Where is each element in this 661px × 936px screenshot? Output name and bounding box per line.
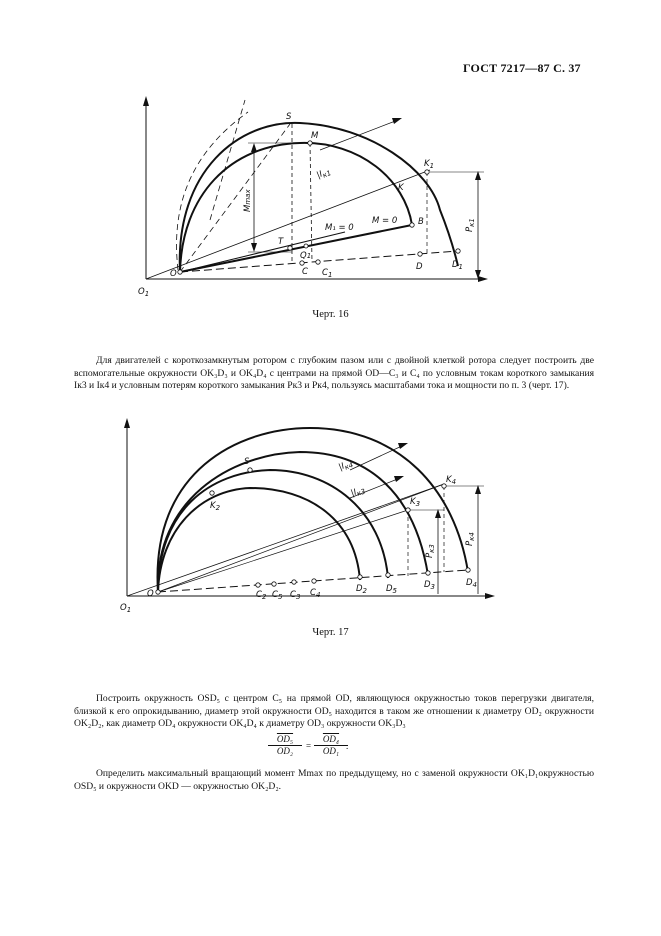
f16-point-k1	[425, 170, 429, 174]
f16-point-b	[410, 223, 414, 227]
f17-label-c5: $C_5$	[272, 590, 283, 601]
f16-label-c1: $C_1$	[322, 268, 333, 279]
formula-period: .	[346, 741, 349, 751]
f16-point-o	[178, 270, 182, 274]
page-header: ГОСТ 7217—87 С. 37	[463, 61, 581, 75]
f17-label-k2: $K_2$	[210, 501, 221, 512]
f16-m-vertical	[310, 143, 312, 262]
f17-point-d2	[358, 575, 362, 579]
fraction-left-denominator: OD₂	[276, 746, 294, 756]
f16-label-q: Q1	[300, 251, 312, 261]
f16-point-m	[308, 141, 312, 145]
f16-ik1-arrow	[320, 120, 398, 150]
f17-label-c4: $C_4$	[310, 588, 321, 599]
figure-16	[0, 90, 661, 310]
f16-label-pk1: $P_{к1}$	[465, 218, 476, 232]
f17-label-ik3: $|I_{к3}$	[349, 487, 367, 499]
f16-label-o1: $O_1$	[138, 287, 150, 298]
f17-label-c3: $C_3$	[290, 590, 301, 601]
f17-point-k3	[406, 508, 410, 512]
f17-label-k3: $K_3$	[410, 497, 421, 508]
f17-point-d5	[386, 573, 390, 577]
f16-point-d	[418, 252, 422, 256]
f16-point-q1	[304, 244, 308, 248]
fraction-right-numerator: OD₄	[314, 734, 348, 746]
f17-label-d5: $D_5$	[386, 584, 398, 595]
figure-17-drawing	[0, 412, 661, 618]
paragraph-2: Построить окружность OSD₅ с центром C₅ на прямой OD, являющуюся окружностью токов перегрузки двигателя, близкой к его опрокидыванию, диаметр этой окружности OD₅ находится в таком же отношении к диаметру OD₂ окружности OK₂D₂, как диаметр OD₄ окружности OK₄D₄ к диаметру OD₃ окружности OK₃D₃	[74, 693, 594, 730]
f16-label-ik1: $|I_{к1}$	[315, 169, 333, 181]
f17-point-d3	[426, 571, 430, 575]
paragraph-3: Определить максимальный вращающий момент Mmax по предыдущему, но с заменой окружности OK₁D₁окружностью OSD₅ и окружности OKD — окружностью OK₂D₂.	[74, 768, 594, 792]
f17-label-o1: $O_1$	[120, 603, 132, 614]
fraction-right	[314, 734, 348, 757]
f16-point-d1	[456, 249, 460, 253]
f17-point-c5	[272, 582, 276, 586]
f17-point-c3	[292, 580, 296, 584]
f17-point-o	[156, 590, 160, 594]
f16-label-t: T	[278, 237, 284, 247]
equals-sign: =	[306, 741, 312, 751]
f16-label-s: S	[286, 112, 292, 122]
paragraph-1: Для двигателей с короткозамкнутым ротором с глубоким пазом или с двойной клеткой ротора следует построить две вспомогательные окружности OK₃D₃ и OK₄D₄ с центрами на прямой OD—C₃ и C₄ по условным токам короткого замыкания Iк3 и Iк4 и условным потерям короткого замыкания Pк3 и Pк4, пользуясь масштабами тока и мощности по п. 3 (черт. 17).	[74, 355, 594, 392]
f17-point-c4	[312, 579, 316, 583]
fraction-left	[268, 734, 302, 757]
ratio-formula	[268, 734, 388, 764]
f16-label-d: D	[416, 262, 423, 272]
f16-label-m: M	[311, 131, 319, 141]
f16-point-c1	[316, 260, 320, 264]
f17-label-d2: $D_2$	[356, 584, 368, 595]
f16-label-b: B	[418, 217, 424, 227]
f17-label-c2: $C_2$	[256, 590, 267, 601]
f17-ik4-arrow	[350, 445, 404, 470]
f16-dashed-arc	[177, 112, 248, 270]
f17-label-d3: $D_3$	[424, 580, 436, 591]
f16-label-k: K	[398, 183, 404, 193]
figure-16-caption: Черт. 16	[312, 309, 349, 320]
f17-o-k4-line	[158, 484, 444, 592]
f17-label-ik4: $|I_{к4}$	[337, 461, 355, 473]
f17-label-pk3: $P_{к3}$	[425, 544, 436, 558]
f17-label-d4: $D_4$	[466, 578, 478, 589]
f16-label-k1: $K_1$	[424, 159, 435, 170]
f17-label-pk4: $P_{к4}$	[465, 532, 476, 546]
f17-label-o: O	[147, 589, 154, 599]
f16-label-d1: $D_1$	[452, 260, 464, 271]
figure-17	[0, 412, 661, 618]
f17-point-d4	[466, 568, 470, 572]
figure-16-drawing	[0, 90, 661, 310]
f16-point-t	[288, 246, 292, 250]
f17-o-k3-line	[158, 510, 408, 592]
f16-o-b-line	[180, 225, 412, 272]
f17-point-s	[248, 468, 252, 472]
fraction-left-numerator: OD₅	[268, 734, 302, 746]
f16-point-c	[300, 261, 304, 265]
f16-label-mmax: Mmax	[243, 189, 253, 212]
f16-label-c: C	[302, 267, 308, 277]
f16-label-mzero: M = 0	[372, 216, 398, 226]
f17-point-c2	[256, 583, 260, 587]
f16-label-o: O	[170, 269, 177, 279]
f17-label-k4: $K_4$	[446, 475, 457, 486]
f17-point-k2	[210, 491, 214, 495]
figure-17-caption: Черт. 17	[312, 627, 349, 638]
f16-label-m1zero: M₁ = 0	[325, 223, 354, 233]
fraction-right-denominator: OD₁	[322, 746, 340, 756]
f17-label-s: S	[244, 457, 250, 467]
